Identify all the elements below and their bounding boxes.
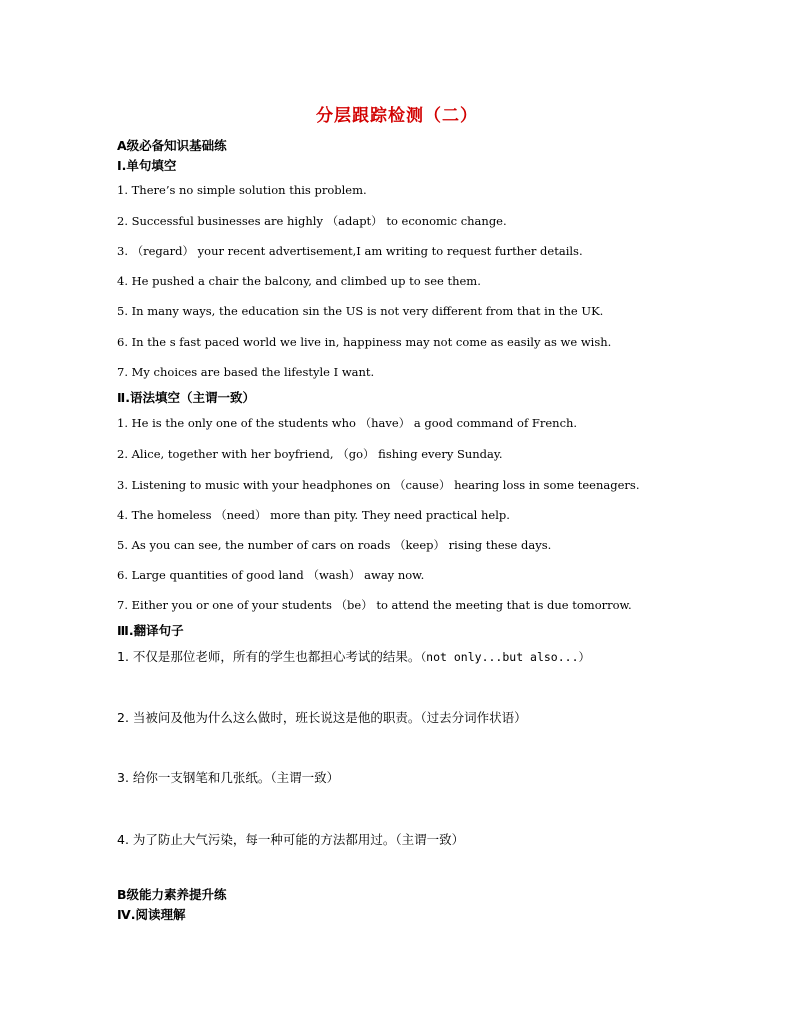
item-number: 1. [117, 649, 129, 664]
part2-item: 3. Listening to music with your headphones on （cause） hearing loss in some teenagers. [117, 478, 640, 492]
part2-heading: Ⅱ.语法填空（主谓一致） [117, 390, 255, 405]
item-text: 给你一支钢笔和几张纸。（主谓一致） [132, 770, 340, 785]
part2-item: 2. Alice, together with her boyfriend, （go） fishing every Sunday. [117, 447, 503, 461]
item-number: 2. [117, 710, 129, 725]
translation-item [117, 830, 464, 848]
part1-item: 3. （regard） your recent advertisement,I am writing to request further details. [117, 244, 583, 258]
translation-item [117, 708, 527, 726]
section-b-label: B级能力素养提升练 [117, 887, 227, 902]
section-a-label: A级必备知识基础练 [117, 138, 227, 153]
part1-item: 4. He pushed a chair the balcony, and climbed up to see them. [117, 274, 481, 288]
part2-item: 4. The homeless （need） more than pity. They need practical help. [117, 508, 510, 522]
part3-heading: Ⅲ.翻译句子 [117, 623, 184, 638]
translation-item [117, 647, 590, 665]
item-text: 不仅是那位老师，所有的学生也都担心考试的结果。 [132, 649, 421, 664]
part1-item: 5. In many ways, the education sin the US is not very different from that in the UK. [117, 304, 604, 318]
part2-item: 7. Either you or one of your students （be） to attend the meeting that is due tomorrow. [117, 598, 632, 612]
part2-item: 1. He is the only one of the students who （have） a good command of French. [117, 416, 578, 430]
page-title: 分层跟踪检测（二） [316, 106, 478, 126]
item-text: 为了防止大气污染，每一种可能的方法都用过。（主谓一致） [132, 832, 465, 847]
part1-item: 1. There’s no simple solution this problem. [117, 183, 367, 197]
part4-heading: Ⅳ.阅读理解 [117, 907, 186, 922]
part1-item: 2. Successful businesses are highly （adapt） to economic change. [117, 214, 507, 228]
item-hint: （not only...but also...） [420, 650, 591, 664]
item-number: 4. [117, 832, 129, 847]
item-text: 当被问及他为什么这么做时，班长说这是他的职责。（过去分词作状语） [132, 710, 527, 725]
part1-heading: Ⅰ.单句填空 [117, 158, 177, 173]
part2-item: 5. As you can see, the number of cars on roads （keep） rising these days. [117, 538, 552, 552]
item-number: 3. [117, 770, 129, 785]
part1-item: 7. My choices are based the lifestyle I want. [117, 365, 375, 379]
translation-item [117, 768, 339, 786]
part1-item: 6. In the s fast paced world we live in, happiness may not come as easily as we wish. [117, 335, 612, 349]
part2-item: 6. Large quantities of good land （wash） away now. [117, 568, 425, 582]
